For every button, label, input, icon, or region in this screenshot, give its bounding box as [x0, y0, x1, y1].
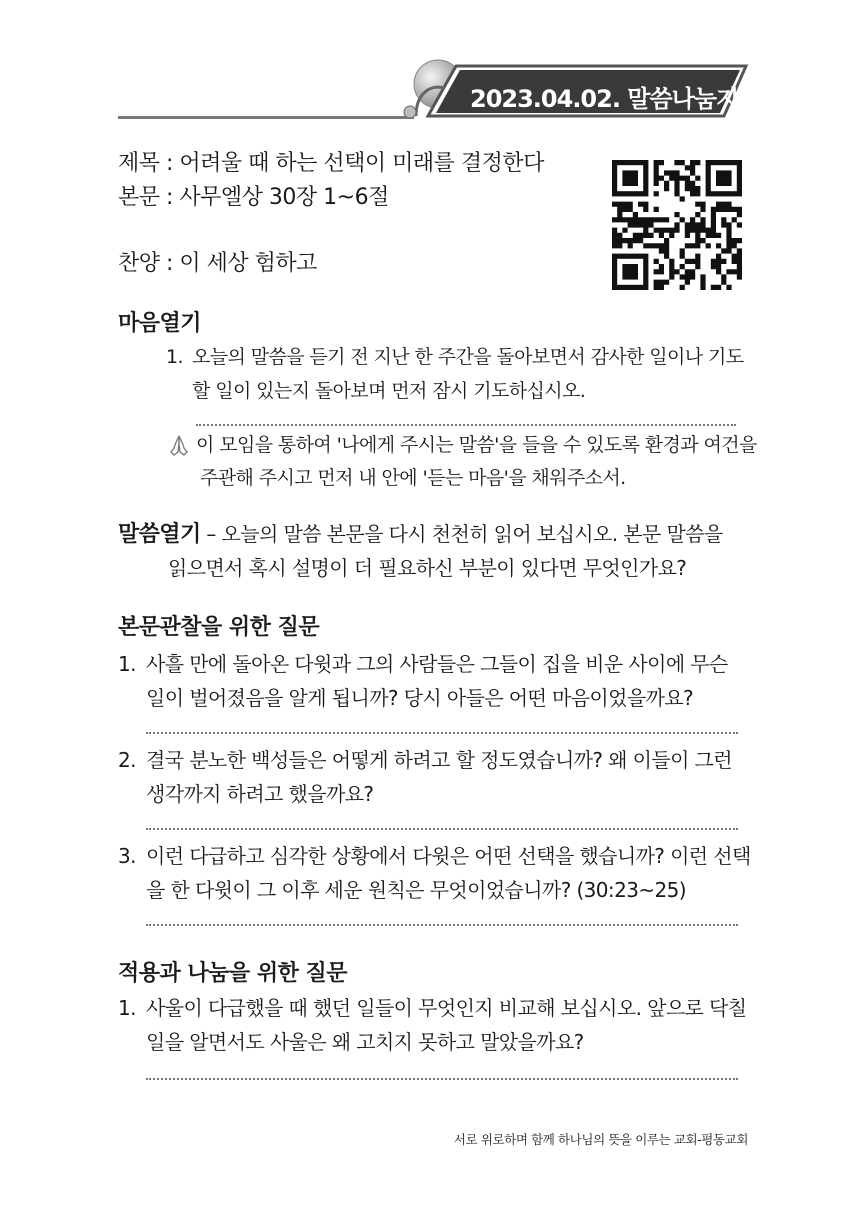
- answer-line: [146, 828, 738, 830]
- header-rule: [118, 116, 414, 119]
- reading-heading: 말씀열기: [118, 522, 201, 547]
- answer-line: [146, 1078, 738, 1080]
- opening-item-line-2: 할 일이 있는지 돌아보며 먼저 잠시 기도하십시오.: [192, 380, 586, 402]
- opening-item-line-1: 오늘의 말씀을 듣기 전 지난 한 주간을 돌아보면서 감사한 일이나 기도: [192, 346, 744, 368]
- application-q1-line-1: 사울이 다급했을 때 했던 일들이 무엇인지 비교해 보십시오. 앞으로 닥칠: [146, 996, 747, 1020]
- opening-heading: 마음열기: [118, 311, 202, 336]
- observation-q1-number: 1.: [118, 652, 136, 676]
- observation-q2-line-2: 생각까지 하려고 했을까요?: [146, 782, 374, 806]
- observation-heading: 본문관찰을 위한 질문: [118, 615, 320, 640]
- opening-item-number: 1.: [166, 346, 183, 368]
- sermon-title: 제목 : 어려울 때 하는 선택이 미래를 결정한다: [118, 151, 544, 176]
- observation-q3-number: 3.: [118, 844, 136, 868]
- answer-line: [196, 424, 736, 426]
- header-date-title: 2023.04.02. 말씀나눔지: [470, 85, 739, 113]
- prayer-line-2: 주관해 주시고 먼저 내 안에 '듣는 마음'을 채워주소서.: [200, 467, 626, 489]
- application-q1-line-2: 일을 알면서도 사울은 왜 고치지 못하고 말았을까요?: [146, 1030, 584, 1054]
- observation-q1-line-1: 사흘 만에 돌아온 다윗과 그의 사람들은 그들이 집을 비운 사이에 무슨: [146, 652, 728, 676]
- prayer-line-1: 이 모임을 통하여 '나에게 주시는 말씀'을 들을 수 있도록 환경과 여건을: [196, 434, 757, 456]
- praying-hands-icon: [168, 434, 190, 458]
- application-heading: 적용과 나눔을 위한 질문: [118, 961, 347, 986]
- observation-q1-line-2: 일이 벌어졌음을 알게 됩니까? 당시 아들은 어떤 마음이었을까요?: [146, 686, 694, 710]
- reading-paragraph: [118, 516, 723, 553]
- hymn: 찬양 : 이 세상 험하고: [118, 251, 317, 276]
- reading-line-1: – 오늘의 말씀 본문을 다시 천천히 읽어 보십시오. 본문 말씀을: [200, 522, 723, 546]
- observation-q3-line-1: 이런 다급하고 심각한 상황에서 다윗은 어떤 선택을 했습니까? 이런 선택: [146, 844, 751, 868]
- observation-q2-line-1: 결국 분노한 백성들은 어떻게 하려고 할 정도였습니까? 왜 이들이 그런: [146, 748, 732, 772]
- footer-motto: 서로 위로하며 함께 하나님의 뜻을 이루는 교회-평동교회: [453, 1132, 748, 1147]
- observation-q2-number: 2.: [118, 748, 136, 772]
- observation-q3-line-2: 을 한 다윗이 그 이후 세운 원칙은 무엇이었습니까? (30:23~25): [146, 878, 686, 902]
- application-q1-number: 1.: [118, 996, 136, 1020]
- scripture-reference: 본문 : 사무엘상 30장 1~6절: [118, 185, 389, 210]
- answer-line: [146, 732, 738, 734]
- reading-line-2: 읽으면서 혹시 설명이 더 필요하신 부분이 있다면 무엇인가요?: [168, 556, 687, 580]
- qr-code: [612, 160, 742, 290]
- answer-line: [146, 924, 738, 926]
